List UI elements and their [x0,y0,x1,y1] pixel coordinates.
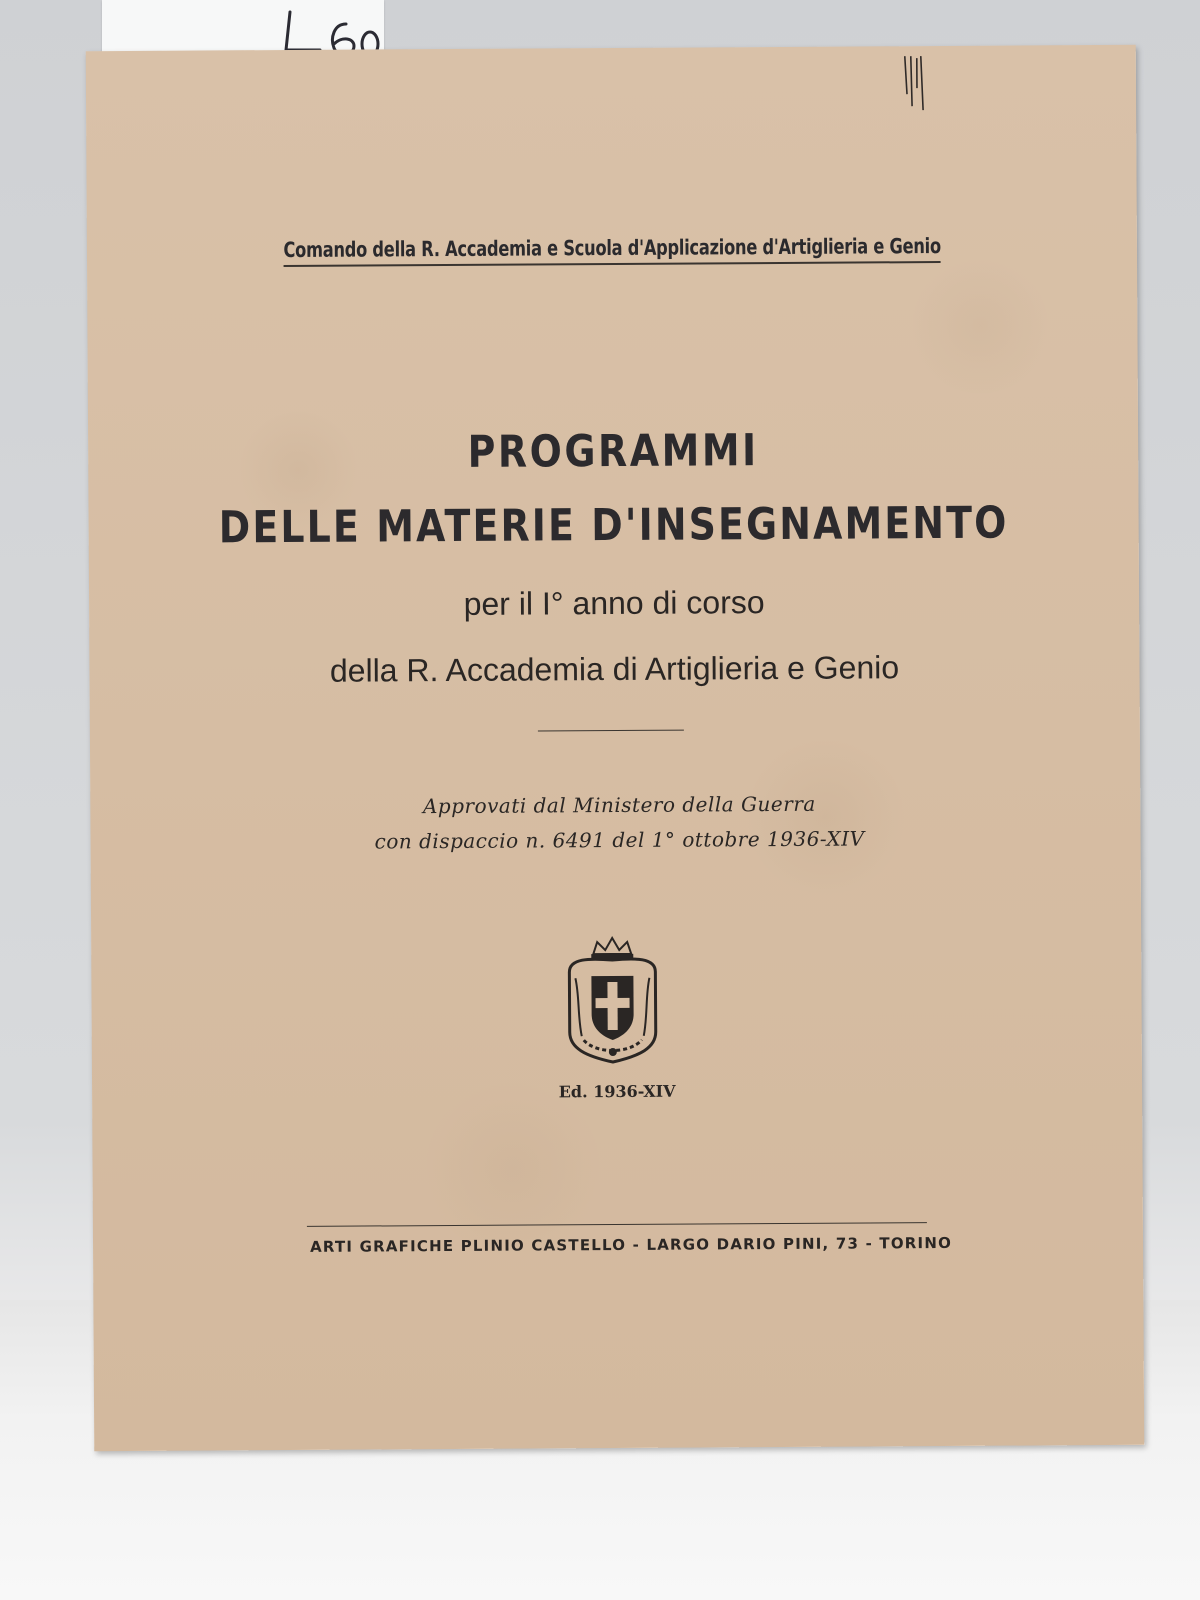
ink-marks-icon [901,54,931,114]
savoy-coat-of-arms-icon [559,936,666,1067]
approval-line-2: con dispaccio n. 6491 del 1° ottobre 1936-XIV [374,826,865,854]
subtitle-line-1: per il I° anno di corso [463,584,765,622]
subtitle-line-2: della R. Accademia di Artiglieria e Genio [329,649,900,689]
printer-imprint: ARTI GRAFICHE PLINIO CASTELLO - LARGO DARIO PINI, 73 - TORINO [310,1233,953,1256]
printer-rule [307,1222,927,1227]
divider [538,730,684,732]
title-line-2: DELLE MATERIE D'INSEGNAMENTO [218,497,1009,554]
book-cover [86,45,1145,1451]
institution-header [87,233,1137,268]
institution-header-text: Comando della R. Accademia e Scuola d'Applicazione d'Artiglieria e Genio [283,234,941,267]
approval-line-1: Approvati dal Ministero della Guerra [422,791,816,819]
title-line-1: PROGRAMMI [467,425,759,478]
edition-label: Ed. 1936-XIV [558,1081,676,1102]
